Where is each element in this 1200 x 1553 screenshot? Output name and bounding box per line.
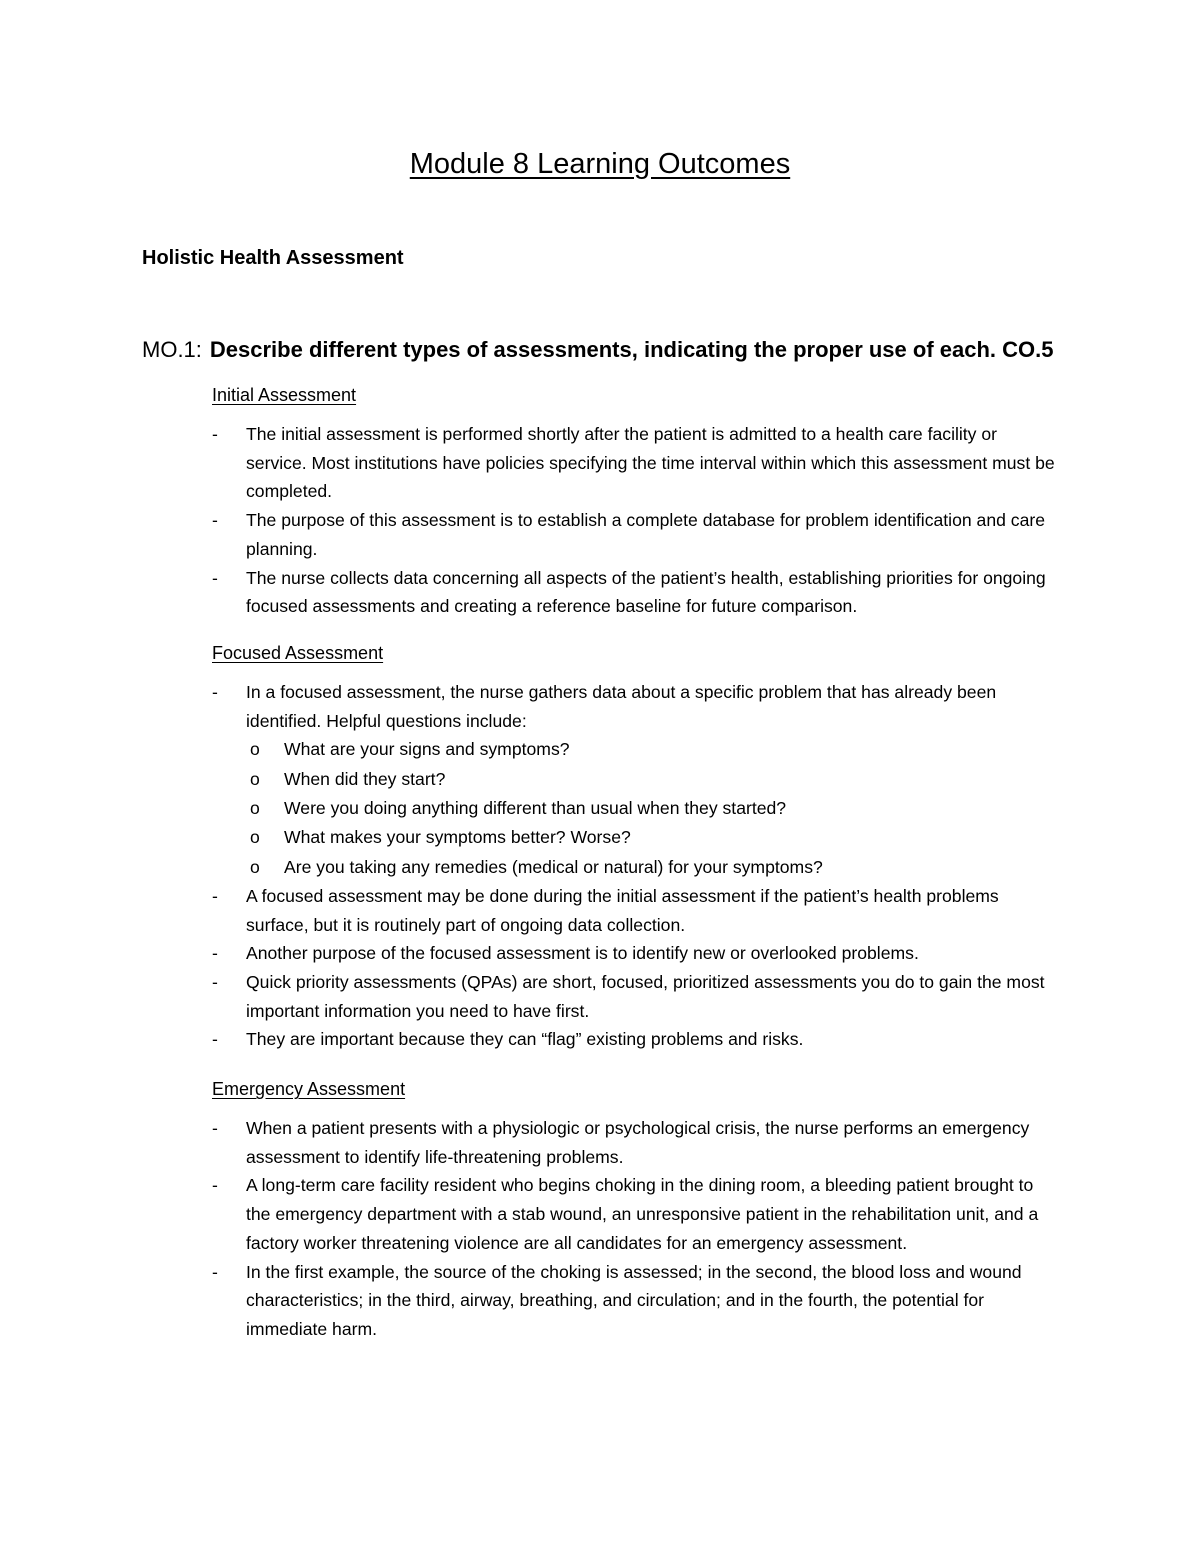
- sub-list-item-text: What makes your symptoms better? Worse?: [284, 827, 631, 848]
- list-item-text: The nurse collects data concerning all aspects of the patient’s health, establishing priorities for ongoing focused assessments and creating a reference baseline for future comparison.: [246, 567, 1046, 617]
- section-heading: Initial Assessment: [212, 385, 357, 405]
- bullet-list: [212, 1114, 1062, 1344]
- list-item: [212, 1258, 1062, 1344]
- sub-list-item: [212, 823, 1062, 852]
- circle-bullet-icon: o: [250, 827, 260, 848]
- dash-marker: -: [212, 424, 218, 444]
- list-item-text: The purpose of this assessment is to establish a complete database for problem identification and care planning.: [246, 510, 1046, 559]
- list-item-text: A focused assessment may be done during the initial assessment if the patient’s health problems surface, but it is routinely part of ongoing data collection.: [246, 885, 999, 935]
- list-item: [212, 939, 1062, 968]
- sub-list-item: [212, 765, 1062, 794]
- list-item: [212, 968, 1062, 1025]
- dash-marker: -: [212, 1118, 218, 1138]
- circle-bullet-icon: o: [250, 768, 260, 789]
- document-subtitle: Holistic Health Assessment: [142, 247, 404, 269]
- page-title: Module 8 Learning Outcomes: [409, 148, 791, 180]
- sub-list-item-text: What are your signs and symptoms?: [284, 739, 570, 760]
- learning-outcome-heading: [142, 335, 1053, 365]
- section-focused-assessment: [212, 640, 1062, 1054]
- section-heading: Focused Assessment: [212, 643, 384, 663]
- section-initial-assessment: [212, 382, 1062, 621]
- bullet-list: [212, 420, 1062, 621]
- sub-list-item-text: When did they start?: [284, 768, 446, 789]
- bullet-list: [212, 678, 1062, 1054]
- dash-marker: -: [212, 510, 218, 531]
- dash-marker: -: [212, 567, 218, 588]
- question-list: [212, 735, 1062, 881]
- section-emergency-assessment: [212, 1076, 1062, 1344]
- section-heading: Emergency Assessment: [212, 1079, 406, 1099]
- sub-list-item-text: Were you doing anything different than usual when they started?: [284, 798, 787, 818]
- list-item-text: They are important because they can “flag” existing problems and risks.: [246, 1029, 804, 1050]
- dash-marker: -: [212, 1175, 218, 1196]
- circle-bullet-icon: o: [250, 739, 260, 760]
- dash-marker: -: [212, 972, 218, 992]
- sub-list-item: [212, 794, 1062, 823]
- list-item: [212, 564, 1062, 621]
- list-item: [212, 1114, 1062, 1171]
- list-item-text: Quick priority assessments (QPAs) are short, focused, prioritized assessments you do to gain the most important information you need to have first.: [246, 972, 1045, 1021]
- outcome-code: MO.1:: [142, 337, 202, 362]
- list-item: [212, 506, 1062, 563]
- list-item-text: In a focused assessment, the nurse gathers data about a specific problem that has already been identified. Helpful questions include:: [246, 682, 997, 731]
- list-item: [212, 882, 1062, 939]
- dash-marker: -: [212, 885, 218, 906]
- sub-list-item: [212, 853, 1062, 882]
- sub-list-item: [212, 735, 1062, 764]
- list-item: [212, 420, 1062, 506]
- list-item: [212, 1025, 1062, 1054]
- dash-marker: -: [212, 1261, 218, 1282]
- circle-bullet-icon: o: [250, 798, 260, 818]
- list-item: [212, 1171, 1062, 1257]
- list-item-text: When a patient presents with a physiologic or psychological crisis, the nurse performs an emergency assessment to identify life-threatening problems.: [246, 1118, 1030, 1167]
- sub-list-item-text: Are you taking any remedies (medical or natural) for your symptoms?: [284, 856, 823, 877]
- outcome-description: Describe different types of assessments, indicating the proper use of each. CO.5: [209, 337, 1054, 362]
- dash-marker: -: [212, 943, 218, 964]
- list-item-text: In the first example, the source of the choking is assessed; in the second, the blood loss and wound characteristics; in the third, airway, breathing, and circulation; and in the fourth, the potential for immediate harm.: [246, 1261, 1022, 1339]
- list-item-text: Another purpose of the focused assessment is to identify new or overlooked problems.: [246, 943, 919, 964]
- dash-marker: -: [212, 1029, 218, 1050]
- dash-marker: -: [212, 682, 218, 702]
- circle-bullet-icon: o: [250, 856, 260, 877]
- list-item: [212, 678, 1062, 882]
- list-item-text: A long-term care facility resident who begins choking in the dining room, a bleeding patient brought to the emergency department with a stab wound, an unresponsive patient in the rehabilitation unit, and a factory worker threatening violence are all candidates for an emergency assessment.: [246, 1175, 1039, 1253]
- list-item-text: The initial assessment is performed shortly after the patient is admitted to a health care facility or service. Most institutions have policies specifying the time interval within which this assessment must be completed.: [246, 424, 1055, 502]
